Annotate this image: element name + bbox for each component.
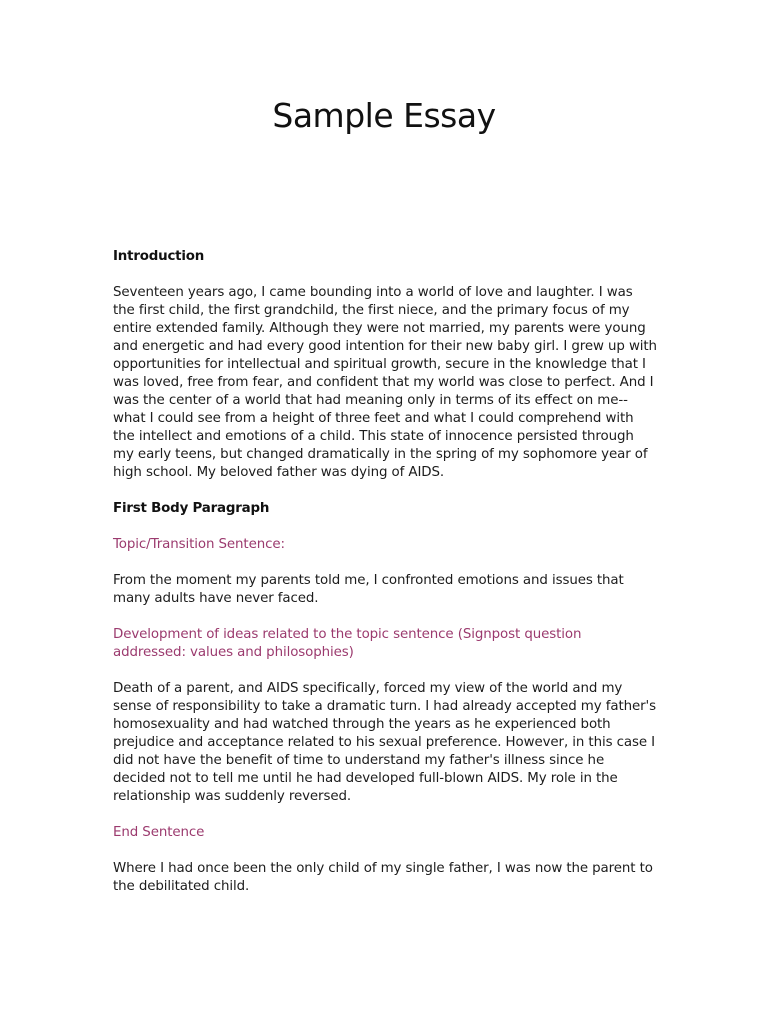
introduction-heading: Introduction bbox=[113, 249, 205, 264]
end-sentence-label: End Sentence bbox=[113, 825, 205, 840]
development-label: Development of ideas related to the topic sentence (Signpost question addressed: values and philosophies) bbox=[113, 627, 582, 660]
development-paragraph: Death of a parent, and AIDS specifically, forced my view of the world and my sense of responsibility to take a dramatic turn. I had already accepted my father's homosexuality and had watched through the years as he experienced both prejudice and acceptance related to his sexual preference. However, in this case I did not have the benefit of time to understand my father's illness since he decided not to tell me until he had developed full-blown AIDS. My role in the relationship was suddenly reversed. bbox=[113, 681, 656, 804]
topic-sentence-label: Topic/Transition Sentence: bbox=[113, 537, 285, 552]
topic-sentence-paragraph: From the moment my parents told me, I confronted emotions and issues that many adults have never faced. bbox=[113, 573, 624, 606]
end-sentence-paragraph: Where I had once been the only child of my single father, I was now the parent to the debilitated child. bbox=[113, 861, 653, 894]
essay-content bbox=[113, 248, 658, 896]
first-body-heading: First Body Paragraph bbox=[113, 501, 270, 516]
page-title: Sample Essay bbox=[272, 96, 496, 135]
introduction-paragraph: Seventeen years ago, I came bounding into a world of love and laughter. I was the first child, the first grandchild, the first niece, and the primary focus of my entire extended family. Although they were not married, my parents were young and energetic and had every good intention for their new baby girl. I grew up with opportunities for intellectual and spiritual growth, secure in the knowledge that I was loved, free from fear, and confident that my world was close to perfect. And I was the center of a world that had meaning only in terms of its effect on me-- what I could see from a height of three feet and what I could comprehend with the intellect and emotions of a child. This state of innocence persisted through my early teens, but changed dramatically in the spring of my sophomore year of high school. My beloved father was dying of AIDS. bbox=[113, 285, 657, 480]
